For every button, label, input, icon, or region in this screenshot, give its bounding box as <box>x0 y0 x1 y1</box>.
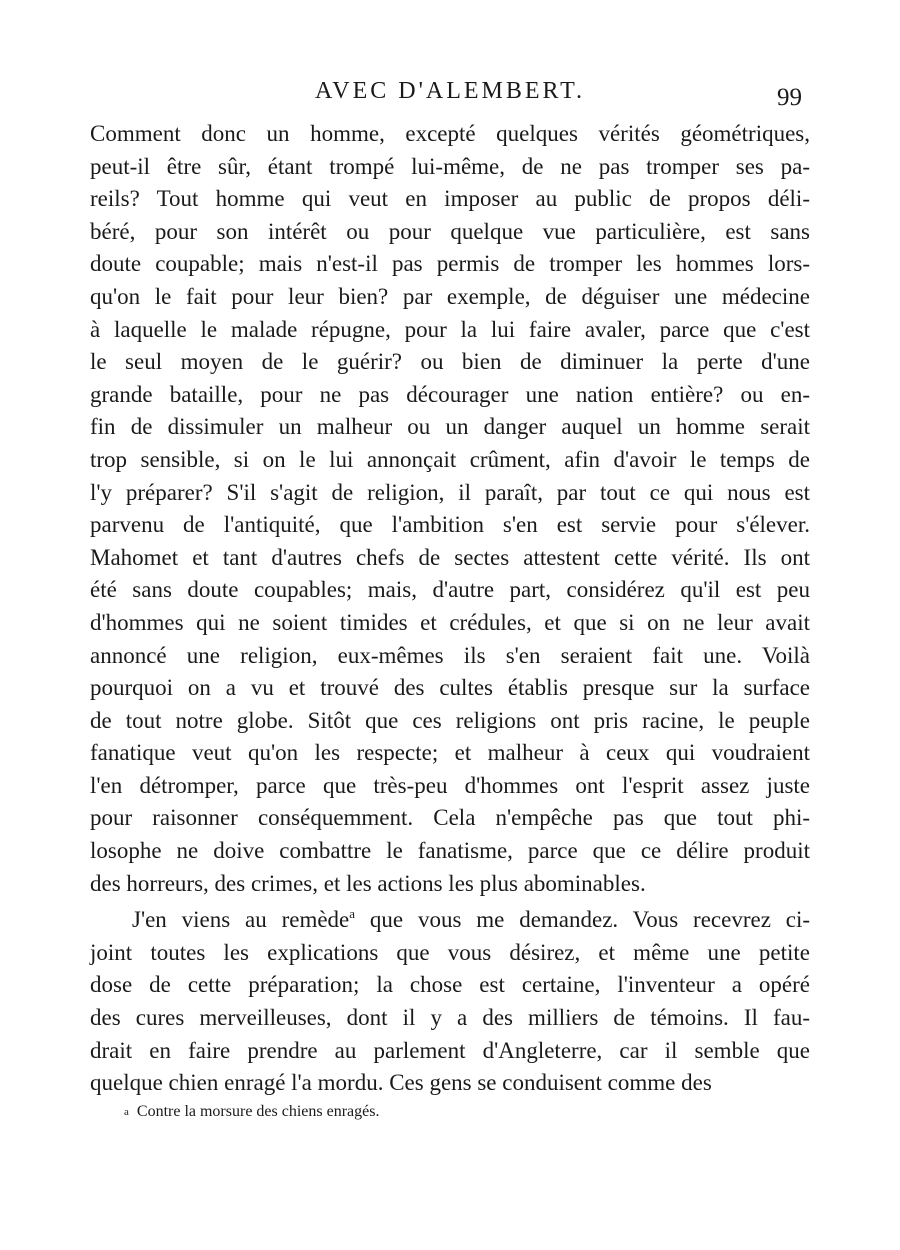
text-line: grande bataille, pour ne pas décourager une nation entière? ou en- <box>90 381 810 407</box>
running-title: AVEC D'ALEMBERT. <box>315 78 585 104</box>
text-line: Comment donc un homme, excepté quelques vérités géométriques, <box>90 121 810 146</box>
text-line: annoncé une religion, eux-mêmes ils s'en seraient fait une. Voilà <box>90 642 810 668</box>
text-line: pourquoi on a vu et trouvé des cultes établis presque sur la surface <box>90 675 810 701</box>
text-line: parvenu de l'antiquité, que l'ambition s'en est servie pour s'élever. <box>90 512 810 538</box>
text-line: losophe ne doive combattre le fanatisme, parce que ce délire produit <box>90 838 810 864</box>
text-line: Mahomet et tant d'autres chefs de sectes attestent cette vérité. Ils ont <box>90 544 810 570</box>
text-line: béré, pour son intérêt ou pour quelque vue particulière, est sans <box>90 218 810 244</box>
text-line: peut-il être sûr, étant trompé lui-même, de ne pas tromper ses pa- <box>90 153 810 179</box>
footnote-mark: a <box>124 1106 129 1118</box>
text-line: doute coupable; mais n'est-il pas permis de tromper les hommes lors- <box>90 251 810 277</box>
text-line: à laquelle le malade répugne, pour la lui faire avaler, parce que c'est <box>90 316 810 342</box>
text-line: joint toutes les explications que vous désirez, et même une petite <box>90 939 810 965</box>
text-line: été sans doute coupables; mais, d'autre part, considérez qu'il est peu <box>90 577 810 603</box>
footnote-text: Contre la morsure des chiens enragés. <box>136 1103 380 1120</box>
paragraph-1 <box>90 118 810 900</box>
text-line: l'y préparer? S'il s'agit de religion, il paraît, par tout ce qui nous est <box>90 479 810 505</box>
line-text-before-footnote-mark: J'en viens au remède <box>132 907 350 933</box>
text-line <box>90 904 810 937</box>
text-line: pour raisonner conséquemment. Cela n'empêche pas que tout phi- <box>90 805 810 831</box>
text-line: drait en faire prendre au parlement d'Angleterre, car il semble que <box>90 1037 810 1063</box>
text-line: des horreurs, des crimes, et les actions les plus abominables. <box>90 870 646 896</box>
text-line: de tout notre globe. Sitôt que ces religions ont pris racine, le peuple <box>90 707 810 733</box>
text-line: d'hommes qui ne soient timides et crédules, et que si on ne leur avait <box>90 609 810 635</box>
text-line: le seul moyen de le guérir? ou bien de diminuer la perte d'une <box>90 349 810 375</box>
footnote <box>124 1103 379 1121</box>
text-line: quelque chien enragé l'a mordu. Ces gens se conduisent comme des <box>90 1070 712 1096</box>
text-line: trop sensible, si on le lui annonçait crûment, afin d'avoir le temps de <box>90 446 810 472</box>
footnote-reference-mark[interactable]: a <box>349 906 356 922</box>
paragraph-2 <box>90 904 810 1100</box>
line-text-after-footnote-mark: que vous me demandez. Vous recevrez ci- <box>355 907 810 933</box>
text-line: fanatique veut qu'on les respecte; et malheur à ceux qui voudraient <box>90 740 810 766</box>
running-head <box>0 78 900 114</box>
body-text <box>90 118 810 1100</box>
page-number: 99 <box>777 84 802 111</box>
text-line: dose de cette préparation; la chose est certaine, l'inventeur a opéré <box>90 972 810 998</box>
text-line: des cures merveilleuses, dont il y a des milliers de témoins. Il fau- <box>90 1005 810 1031</box>
text-line: qu'on le fait pour leur bien? par exemple, de déguiser une médecine <box>90 283 810 309</box>
text-line: l'en détromper, parce que très-peu d'hommes ont l'esprit assez juste <box>90 772 810 798</box>
text-line: reils? Tout homme qui veut en imposer au public de propos déli- <box>90 186 810 212</box>
text-line: fin de dissimuler un malheur ou un danger auquel un homme serait <box>90 414 810 440</box>
